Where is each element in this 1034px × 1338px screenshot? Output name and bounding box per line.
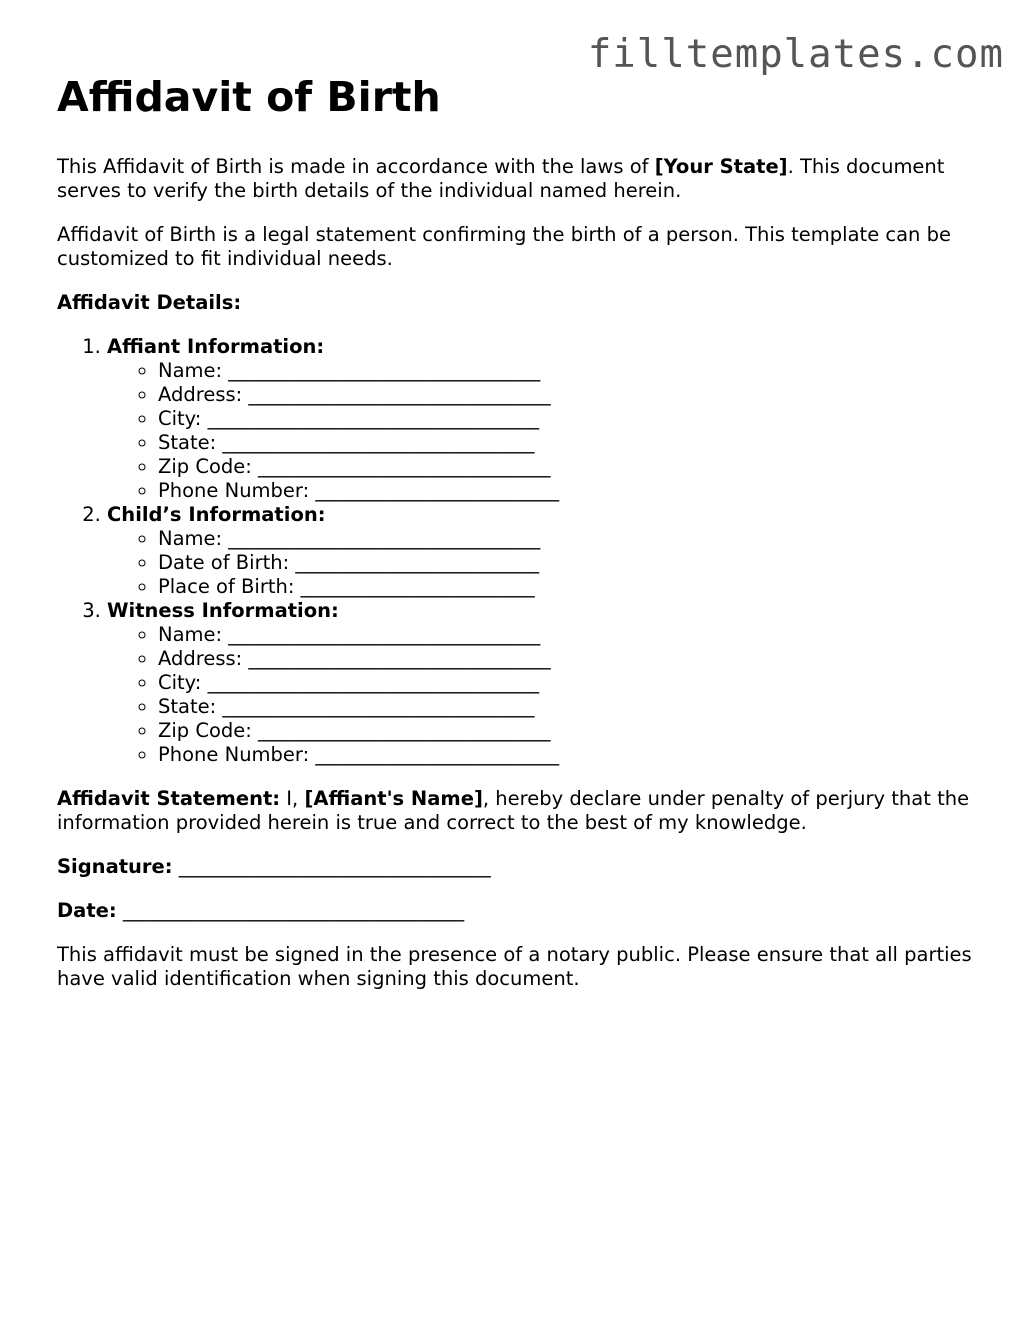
- section-affiant: [107, 335, 997, 503]
- field-list: [107, 527, 997, 599]
- document-body: [57, 70, 997, 1011]
- description-paragraph: Affidavit of Birth is a legal statement confirming the birth of a person. This template can be customized to fit individual needs.: [57, 223, 951, 270]
- affiant-name-placeholder: [Affiant's Name]: [304, 787, 483, 810]
- date-blank: ___________________________________: [116, 899, 465, 922]
- signature-line: [57, 855, 997, 879]
- intro-text-start: This Affidavit of Birth is made in accordance with the laws of: [57, 155, 655, 178]
- statement-text-start: I,: [280, 787, 305, 810]
- date-line: [57, 899, 997, 923]
- field-item: ◦ Name: ________________________________: [158, 623, 997, 647]
- field-item: ◦ State: ________________________________: [158, 695, 997, 719]
- statement-text-end: , hereby declare under penalty of perjury that the information provided herein is true and correct to the best of my knowledge.: [57, 787, 970, 834]
- field-item: ◦ Zip Code: ______________________________: [158, 719, 997, 743]
- section-title: Affiant Information:: [107, 335, 325, 358]
- field-item: ◦ City: __________________________________: [158, 671, 997, 695]
- field-item: ◦ Phone Number: _________________________: [158, 479, 997, 503]
- field-item: ◦ Name: ________________________________: [158, 527, 997, 551]
- signature-blank: ________________________________: [172, 855, 491, 878]
- field-item: ◦ Zip Code: ______________________________: [158, 455, 997, 479]
- field-item: ◦ State: ________________________________: [158, 431, 997, 455]
- state-placeholder: [Your State]: [654, 155, 788, 178]
- statement-label: Affidavit Statement:: [57, 787, 281, 810]
- details-heading: Affidavit Details:: [57, 291, 242, 314]
- field-item: ◦ Phone Number: _________________________: [158, 743, 997, 767]
- notary-notice: This affidavit must be signed in the presence of a notary public. Please ensure that all parties have valid identification when signing this document.: [57, 943, 972, 990]
- field-item: ◦ Name: ________________________________: [158, 359, 997, 383]
- page-title: Affidavit of Birth: [57, 73, 441, 121]
- date-label: Date:: [57, 899, 117, 922]
- section-title: Witness Information:: [107, 599, 339, 622]
- intro-paragraph: [57, 155, 997, 203]
- field-item: ◦ Place of Birth: ________________________: [158, 575, 997, 599]
- field-item: ◦ Address: _______________________________: [158, 383, 997, 407]
- field-item: ◦ Address: _______________________________: [158, 647, 997, 671]
- field-list: [107, 623, 997, 767]
- field-list: [107, 359, 997, 503]
- field-item: ◦ Date of Birth: _________________________: [158, 551, 997, 575]
- section-child: [107, 503, 997, 599]
- field-item: ◦ City: __________________________________: [158, 407, 997, 431]
- signature-label: Signature:: [57, 855, 173, 878]
- watermark: filltemplates.com: [587, 32, 1004, 77]
- statement-paragraph: [57, 787, 997, 835]
- details-list: [57, 335, 997, 767]
- section-witness: [107, 599, 997, 767]
- intro-text-end: . This document serves to verify the birth details of the individual named herein.: [57, 155, 945, 202]
- section-title: Child’s Information:: [107, 503, 326, 526]
